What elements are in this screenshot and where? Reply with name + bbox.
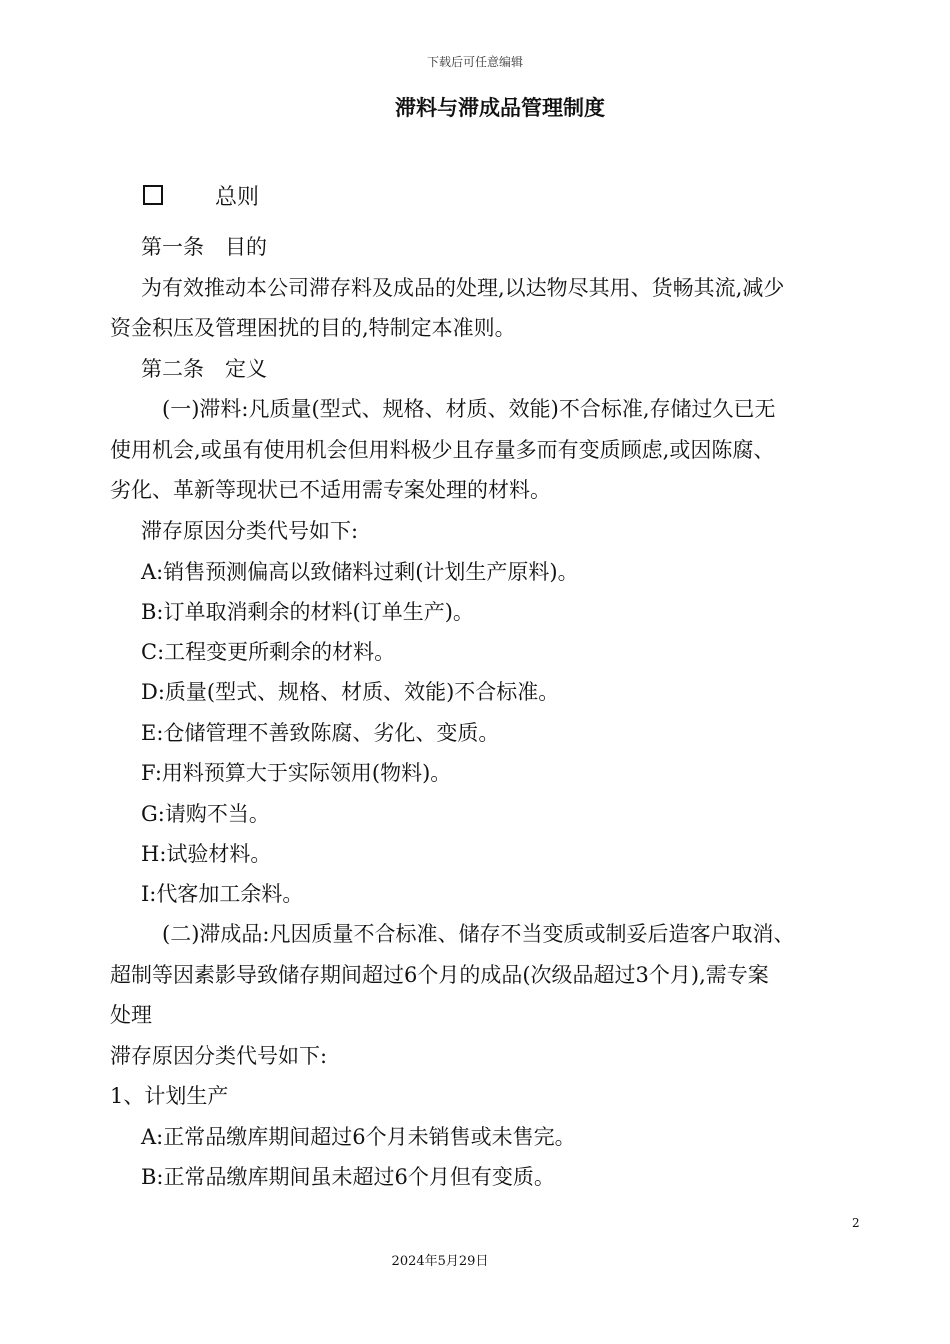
list-item: A:正常品缴库期间超过6个月未销售或未售完。 xyxy=(141,1125,576,1149)
list-item: B:正常品缴库期间虽未超过6个月但有变质。 xyxy=(141,1165,555,1189)
paragraph-line: 滞存原因分类代号如下: xyxy=(141,519,359,543)
paragraph-line: 处理 xyxy=(110,1003,152,1027)
list-item: A:销售预测偏高以致储料过剩(计划生产原料)。 xyxy=(141,560,579,584)
paragraph-line: 资金积压及管理困扰的目的,特制定本准则。 xyxy=(110,316,516,340)
list-item: E:仓储管理不善致陈腐、劣化、变质。 xyxy=(141,721,500,745)
list-heading: 1、计划生产 xyxy=(110,1084,229,1108)
section-heading xyxy=(143,180,259,211)
list-item: B:订单取消剩余的材料(订单生产)。 xyxy=(141,600,474,624)
list-item: D:质量(型式、规格、材质、效能)不合标准。 xyxy=(141,680,560,704)
document-title: 滞料与滞成品管理制度 xyxy=(395,96,605,120)
footer-date: 2024年5月29日 xyxy=(391,1254,489,1269)
article-heading: 第一条 目的 xyxy=(141,235,267,259)
paragraph-line: 滞存原因分类代号如下: xyxy=(110,1044,328,1068)
list-item: C:工程变更所剩余的材料。 xyxy=(141,640,396,664)
list-item: F:用料预算大于实际领用(物料)。 xyxy=(141,761,452,785)
article-heading: 第二条 定义 xyxy=(141,357,267,381)
list-item: H:试验材料。 xyxy=(141,842,272,866)
paragraph-line: 使用机会,或虽有使用机会但用料极少且存量多而有变质顾虑,或因陈腐、 xyxy=(110,438,775,462)
paragraph-line: 超制等因素影导致储存期间超过6个月的成品(次级品超过3个月),需专案 xyxy=(110,963,769,987)
page-number: 2 xyxy=(852,1216,860,1230)
paragraph-line: (二)滞成品:凡因质量不合标准、储存不当变质或制妥后造客户取消、 xyxy=(141,922,795,946)
header-note: 下载后可任意编辑 xyxy=(426,55,523,69)
list-item: I:代客加工余料。 xyxy=(141,882,304,906)
list-item: G:请购不当。 xyxy=(141,802,270,826)
paragraph-line: 劣化、革新等现状已不适用需专案处理的材料。 xyxy=(110,478,551,502)
paragraph-line: 为有效推动本公司滞存料及成品的处理,以达物尽其用、货畅其流,减少 xyxy=(141,276,785,300)
checkbox-square-icon xyxy=(143,185,163,205)
paragraph-line: (一)滞料:凡质量(型式、规格、材质、效能)不合标准,存储过久已无 xyxy=(141,397,776,421)
section-heading-text: 总则 xyxy=(215,185,260,210)
